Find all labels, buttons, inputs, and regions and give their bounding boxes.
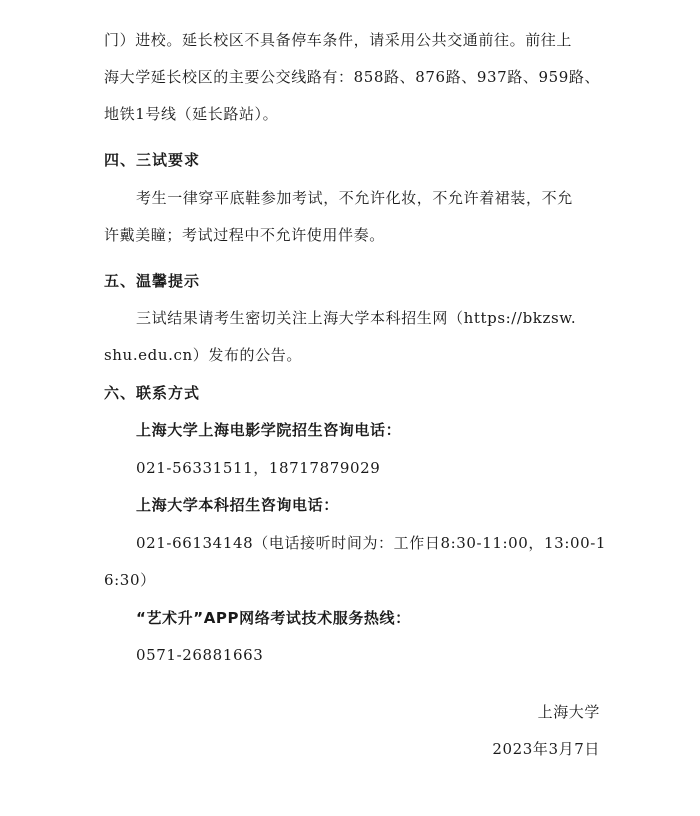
section-5-line-1: 三试结果请考生密切关注上海大学本科招生网（https://bkzsw.	[136, 309, 577, 327]
undergrad-phone-line-2: 6:30）	[104, 571, 156, 589]
signature-organization: 上海大学	[537, 703, 600, 721]
undergrad-phone-label: 上海大学本科招生咨询电话：	[136, 496, 339, 514]
section-4-line-2: 许戴美瞳；考试过程中不允许使用伴奏。	[104, 226, 385, 244]
undergrad-phone-line-1: 021-66134148（电话接听时间为：工作日8:30-11:00，13:00-1	[136, 534, 607, 552]
app-hotline-label: “艺术升”APP网络考试技术服务热线：	[136, 609, 411, 627]
transport-paragraph-line-3: 地铁1号线（延长路站）。	[104, 105, 279, 123]
film-school-phone-label: 上海大学上海电影学院招生咨询电话：	[136, 421, 402, 439]
section-4-line-1: 考生一律穿平底鞋参加考试，不允许化妆，不允许着裙装，不允	[136, 189, 573, 207]
section-6-heading: 六、联系方式	[104, 384, 201, 402]
transport-paragraph-line-2: 海大学延长校区的主要公交线路有：858路、876路、937路、959路、	[104, 68, 601, 86]
signature-date: 2023年3月7日	[492, 740, 600, 758]
section-5-line-2: shu.edu.cn）发布的公告。	[104, 346, 302, 364]
transport-paragraph-line-1: 门）进校。延长校区不具备停车条件，请采用公共交通前往。前往上	[104, 31, 573, 49]
film-school-phone-numbers: 021-56331511，18717879029	[136, 459, 381, 477]
app-hotline-number: 0571-26881663	[136, 646, 264, 664]
section-5-heading: 五、温馨提示	[104, 272, 201, 290]
section-4-heading: 四、三试要求	[104, 151, 201, 169]
